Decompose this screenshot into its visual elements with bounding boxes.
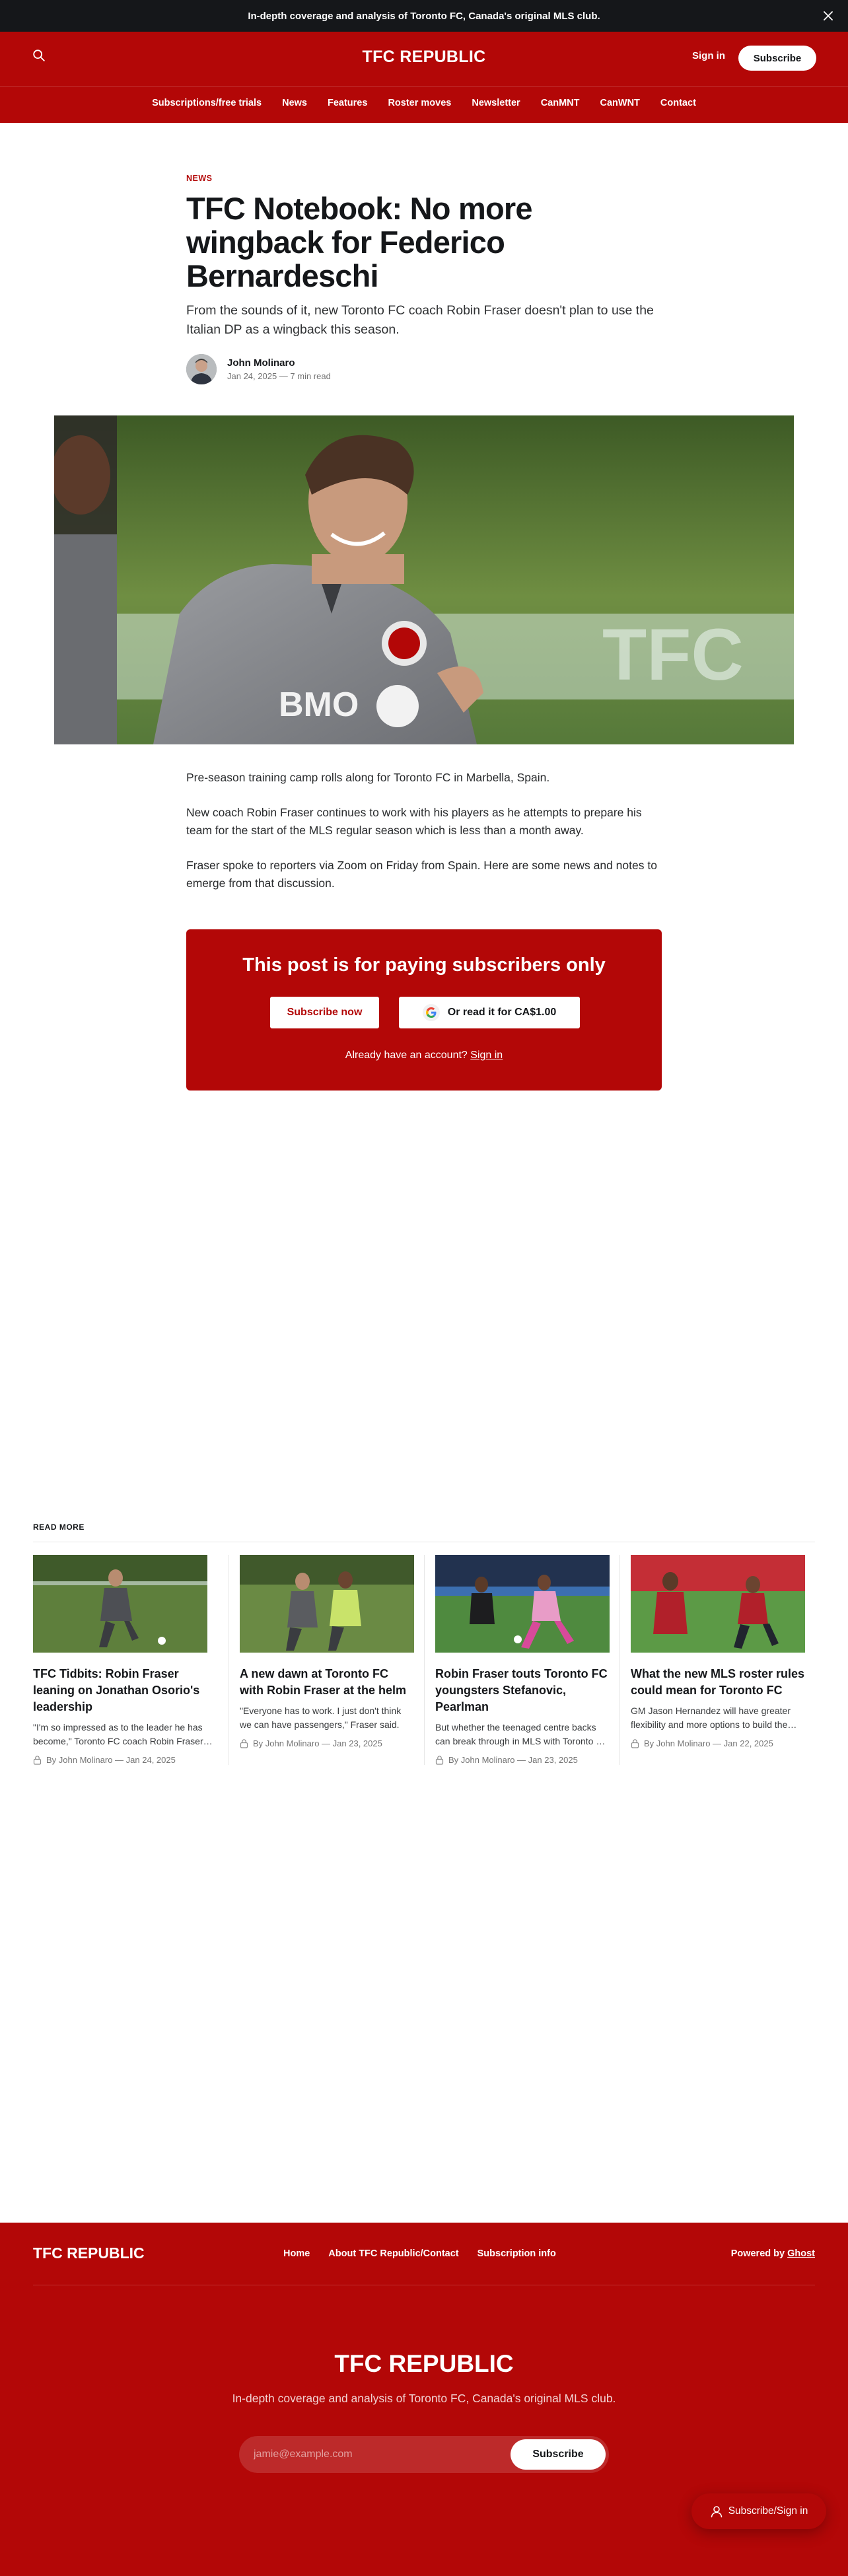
announcement-bar [0, 0, 848, 32]
site-header [0, 32, 848, 123]
user-icon [710, 2505, 723, 2518]
post-card-meta [631, 1738, 815, 1748]
google-icon [423, 1004, 440, 1021]
read-for-price-button[interactable] [399, 997, 580, 1028]
paywall-heading: This post is for paying subscribers only [242, 954, 606, 976]
nav-item-canwnt[interactable]: CanWNT [600, 98, 640, 108]
byline [186, 354, 331, 384]
paywall-cta [186, 929, 662, 1091]
email-field[interactable] [254, 2436, 505, 2473]
subscribe-button[interactable]: Subscribe [738, 46, 816, 71]
post-card-image[interactable] [33, 1555, 207, 1653]
post-card-excerpt: "I'm so impressed as to the leader he has become," Toronto FC coach Robin Fraser [33, 1722, 203, 1746]
post-card-byline: By John Molinaro — Jan 23, 2025 [448, 1755, 578, 1765]
portal-trigger-button[interactable] [691, 2493, 826, 2529]
read-for-price-label: Or read it for CA$1.00 [447, 1007, 557, 1018]
footer-description: In-depth coverage and analysis of Toronto FC, Canada's original MLS club. [232, 2392, 616, 2405]
subscribe-now-button[interactable]: Subscribe now [270, 997, 379, 1028]
lock-icon [240, 1738, 248, 1748]
article-paragraph: Fraser spoke to reporters via Zoom on Friday from Spain. Here are some news and notes to emerge from that discussion. [186, 859, 657, 890]
author-avatar[interactable] [186, 354, 217, 384]
post-card-meta [435, 1755, 609, 1765]
post-card[interactable] [424, 1555, 619, 1765]
nav-item-news[interactable]: News [282, 98, 307, 108]
signin-link[interactable]: Sign in [692, 50, 725, 61]
footer-nav-about[interactable]: About TFC Republic/Contact [328, 2248, 459, 2259]
read-more-heading: READ MORE [33, 1522, 85, 1532]
article-paragraph: Pre-season training camp rolls along for Toronto FC in Marbella, Spain. [186, 771, 550, 784]
footer-logo[interactable]: TFC REPUBLIC [33, 2244, 145, 2262]
post-card-meta [240, 1738, 413, 1748]
post-card-title[interactable]: Robin Fraser touts Toronto FC youngsters Stefanovic, Pearlman [435, 1667, 608, 1713]
paywall-signin-link[interactable]: Sign in [470, 1050, 503, 1061]
post-card-excerpt: GM Jason Hernandez will have greater flexibility and more options to build the [631, 1705, 791, 1730]
post-card-byline: By John Molinaro — Jan 22, 2025 [644, 1738, 773, 1748]
post-card-title[interactable]: A new dawn at Toronto FC with Robin Fraser at the helm [240, 1667, 407, 1697]
footer-nav-home[interactable]: Home [283, 2248, 310, 2259]
read-more-list [33, 1555, 815, 1765]
article-excerpt: From the sounds of it, new Toronto FC coach Robin Fraser doesn't plan to use the Italian DP as a wingback this season. [186, 303, 654, 337]
post-card[interactable] [33, 1555, 229, 1765]
article-body [186, 769, 662, 910]
footer-title: TFC REPUBLIC [334, 2350, 514, 2377]
already-account-text: Already have an account? [345, 1050, 468, 1061]
post-card-image[interactable] [631, 1555, 805, 1653]
post-card[interactable] [229, 1555, 424, 1765]
hero-image [54, 415, 794, 744]
article-title: TFC Notebook: No more wingback for Federico Bernardeschi [186, 191, 532, 293]
site-footer [0, 2223, 848, 2576]
close-icon[interactable] [820, 8, 836, 24]
post-card-image[interactable] [435, 1555, 610, 1653]
article-meta: Jan 24, 2025 — 7 min read [227, 371, 331, 381]
nav-item-newsletter[interactable]: Newsletter [472, 98, 520, 108]
main-nav [0, 98, 848, 108]
post-card-excerpt: "Everyone has to work. I just don't think we can have passengers," Fraser said. [240, 1705, 402, 1730]
article-paragraph: New coach Robin Fraser continues to work with his players as he attempts to prepare his team for the start of the MLS regular season which is less than a month away. [186, 806, 642, 837]
powered-by-text: Powered by [730, 2248, 785, 2259]
announcement-text: In-depth coverage and analysis of Toronto FC, Canada's original MLS club. [248, 10, 600, 22]
footer-nav-subscription-info[interactable]: Subscription info [477, 2248, 556, 2259]
portal-trigger-label: Subscribe/Sign in [728, 2505, 808, 2517]
paywall-signin-prompt [186, 1050, 662, 1061]
post-card[interactable] [619, 1555, 815, 1765]
nav-item-subscriptions[interactable]: Subscriptions/free trials [152, 98, 262, 108]
footer-nav [283, 2248, 556, 2259]
post-card-excerpt: But whether the teenaged centre backs can break through in MLS with Toronto FC [435, 1722, 608, 1746]
nav-item-roster-moves[interactable]: Roster moves [388, 98, 452, 108]
post-card-title[interactable]: TFC Tidbits: Robin Fraser leaning on Jonathan Osorio's leadership [33, 1667, 200, 1713]
post-card-title[interactable]: What the new MLS roster rules could mean for Toronto FC [631, 1667, 805, 1697]
powered-by [731, 2248, 815, 2259]
nav-item-features[interactable]: Features [327, 98, 368, 108]
svg-text:TFC: TFC [602, 614, 744, 696]
lock-icon [435, 1755, 444, 1765]
lock-icon [631, 1738, 639, 1748]
nav-item-canmnt[interactable]: CanMNT [540, 98, 580, 108]
newsletter-form [239, 2436, 609, 2473]
site-logo[interactable]: TFC REPUBLIC [362, 48, 486, 66]
author-name[interactable]: John Molinaro [227, 357, 295, 369]
divider [0, 86, 848, 87]
ghost-link[interactable]: Ghost [787, 2248, 815, 2259]
article-tag[interactable]: NEWS [186, 174, 213, 183]
post-card-byline: By John Molinaro — Jan 24, 2025 [46, 1755, 176, 1765]
nav-item-contact[interactable]: Contact [660, 98, 696, 108]
lock-icon [33, 1755, 42, 1765]
post-card-byline: By John Molinaro — Jan 23, 2025 [253, 1738, 382, 1748]
svg-text:BMO: BMO [279, 686, 359, 724]
post-card-meta [33, 1755, 218, 1765]
post-card-image[interactable] [240, 1555, 414, 1653]
footer-subscribe-button[interactable]: Subscribe [511, 2439, 606, 2470]
